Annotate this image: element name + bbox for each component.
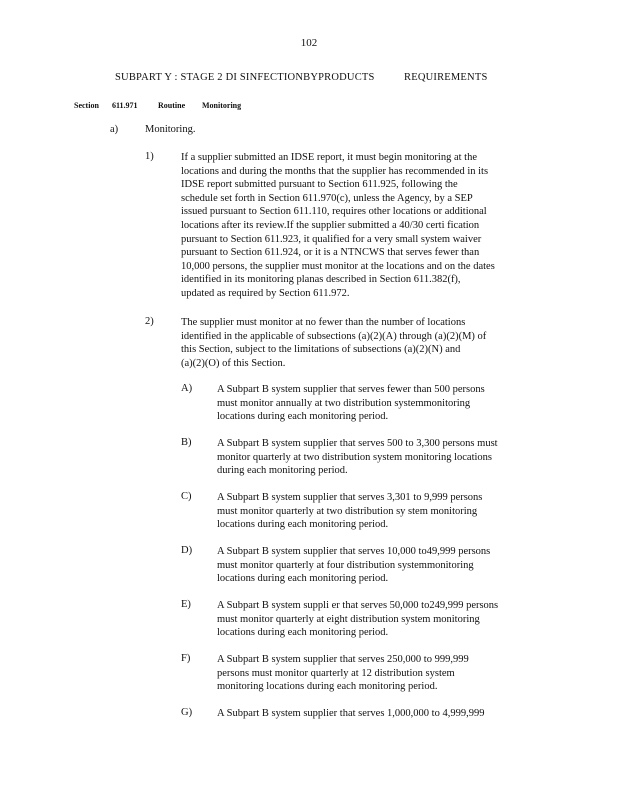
subitem-c-marker: C) [181,491,192,502]
subitem-line: must monitor annually at two distribution systemmonitoring [217,397,471,409]
subitem-line: A Subpart B system supplier that serves 500 to 3,300 persons must [217,438,498,449]
paragraph-line: pursuant to Section 611.924, or it is a NTNCWS that serves fewer than [181,247,480,259]
subitem-line: must monitor quarterly at two distribution sy stem monitoring [217,505,478,517]
paragraph-line: locations after its review.If the supplier submitted a 40/30 certi fication [181,219,480,231]
subitem-line: during each monitoring period. [217,465,348,477]
paragraph-1-marker: 1) [145,151,154,162]
subitem-g [217,707,484,721]
subitem-a [217,383,485,424]
paragraph-line: schedule set forth in Section 611.970(c), unless the Agency, by a SEP [181,192,473,204]
subitem-g-marker: G) [181,707,193,718]
section-title-word-2: Monitoring [202,101,242,110]
paragraph-line: The supplier must monitor at no fewer than the number of locations [181,317,466,328]
paragraph-line: 10,000 persons, the supplier must monitor at the locations and on the dates [181,260,495,272]
subitem-line: A Subpart B system supplier that serves 3,301 to 9,999 persons [217,492,483,503]
paragraph-line: updated as required by Section 611.972. [181,287,350,299]
subitem-line: A Subpart B system suppli er that serves 50,000 to249,999 persons [217,600,499,611]
subitem-line: monitoring locations during each monitoring period. [217,681,438,693]
subsection-a-marker: a) [110,124,119,135]
paragraph-line: locations and during the months that the supplier has recommended in its [181,165,489,177]
subitem-a-marker: A) [181,383,193,394]
subitem-line: must monitor quarterly at eight distribution system monitoring [217,613,480,625]
subitem-e [217,599,498,640]
subpart-heading: SUBPART Y : STAGE 2 DI SINFECTIONBYPRODUCTS [115,72,375,83]
subitem-line: locations during each monitoring period. [217,411,389,423]
subitem-e-marker: E) [181,599,191,610]
subitem-line: A Subpart B system supplier that serves fewer than 500 persons [217,384,485,395]
paragraph-line: identified in its monitoring planas described in Section 611.382(f), [181,274,461,286]
paragraph-line: issued pursuant to Section 611.110, requires other locations or additional [181,206,487,218]
subitem-line: A Subpart B system supplier that serves 1,000,000 to 4,999,999 [217,708,485,719]
subitem-line: locations during each monitoring period. [217,519,389,531]
paragraph-2 [181,316,486,370]
subitem-b-marker: B) [181,437,192,448]
paragraph-line: identified in the applicable of subsections (a)(2)(A) through (a)(2)(M) of [181,330,487,342]
subitem-line: locations during each monitoring period. [217,627,389,639]
page-number: 102 [300,37,318,49]
paragraph-line: If a supplier submitted an IDSE report, it must begin monitoring at the [181,152,477,163]
paragraph-line: IDSE report submitted pursuant to Section 611.925, following the [181,179,458,191]
subitem-f-marker: F) [181,653,191,664]
section-label: Section [74,101,99,110]
subitem-line: locations during each monitoring period. [217,573,389,585]
subitem-c [217,491,482,532]
subitem-line: A Subpart B system supplier that serves 250,000 to 999,999 [217,654,469,665]
subitem-line: monitor quarterly at two distribution system monitoring locations [217,451,493,463]
paragraph-line: this Section, subject to the limitations of subsections (a)(2)(N) and [181,344,461,356]
subitem-line: persons must monitor quarterly at 12 distribution system [217,667,455,679]
requirements-heading: REQUIREMENTS [404,72,488,83]
paragraph-1 [181,151,495,301]
subitem-line: must monitor quarterly at four distribution systemmonitoring [217,559,474,571]
section-title-word-1: Routine [158,101,186,110]
subitem-d-marker: D) [181,545,193,556]
subitem-d [217,545,490,586]
paragraph-line: (a)(2)(O) of this Section. [181,357,286,369]
subsection-a-title: Monitoring. [145,124,196,135]
paragraph-2-marker: 2) [145,316,154,327]
paragraph-line: pursuant to Section 611.923, it qualified for a very small system waiver [181,233,482,245]
subitem-f [217,653,469,694]
subitem-b [217,437,498,478]
subitem-line: A Subpart B system supplier that serves 10,000 to49,999 persons [217,546,491,557]
section-number: 611.971 [112,101,138,110]
